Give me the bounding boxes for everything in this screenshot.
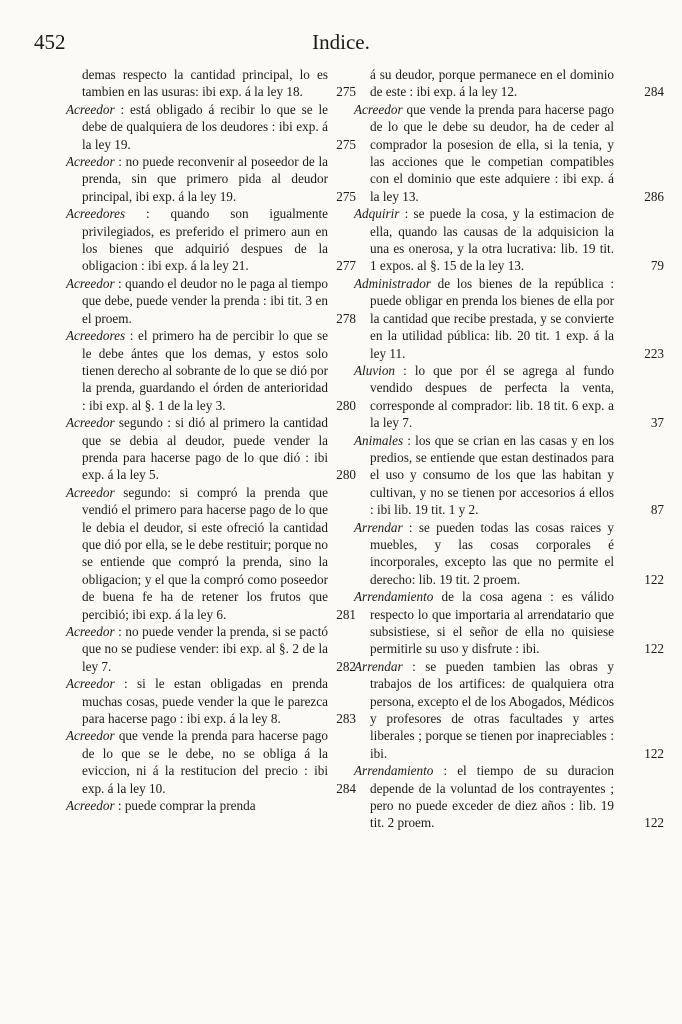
entry-text: segundo: si compró la prenda que vendió el primero para hacerse pago de lo que le debia el deudor, si este ofreció la cantidad que dió por ella, se le debe restituir; porque no se entiende que compró la prenda, sino la obligacion; y el que la compró como poseedor de buena fe ha de retener los frutos que percibió; ibi exp. á la ley 6. xyxy=(82,484,328,622)
page-reference: 275 xyxy=(336,84,356,100)
entry-body xyxy=(66,414,328,484)
entry-headword: Acreedor xyxy=(66,275,115,291)
entry-headword: Acreedor xyxy=(66,415,115,431)
page-reference: 122 xyxy=(644,641,664,657)
entry-text: segundo : si dió al primero la cantidad que se debia al deudor, puede vender la prenda para hacerse pago de lo que dió : ibi exp. á la ley 5. xyxy=(82,415,329,483)
entry-headword: Acreedor xyxy=(354,101,403,117)
index-entry xyxy=(66,101,356,153)
page-number: 452 xyxy=(34,30,66,54)
entry-body xyxy=(66,275,328,327)
entry-text: que vende la prenda para hacerse pago de lo que le debe su deudor, ha de ceder al comprador la posesion de ella, si la tenia, y las acciones que le competian compatibles con el dominio que este adquiere : ibi exp. á la ley 13. xyxy=(370,101,614,204)
entry-text: : el primero ha de percibir lo que se le debe ántes que los demas, y estos solo tienen derecho al sobrante de lo que se dió por la prenda, guardando el órden de anterioridad : ibi exp. al §. 1 de la ley 3. xyxy=(82,328,329,413)
entry-headword: Acreedores xyxy=(66,206,126,222)
entry-text: de los bienes de la república : puede obligar en prenda los bienes de ella por la cantidad que recibe prestada, y se convierte en la utilidad pública: lib. 20 tit. 1 exp. á la ley 11. xyxy=(370,275,615,361)
entry-body xyxy=(354,762,614,832)
entry-text: : el tiempo de su duracion depende de la voluntad de los contrayentes ; pero no puede exceder de diez años : lib. 19 tit. 2 proem. xyxy=(370,763,614,831)
entry-text: : se pueden todas las cosas raices y muebles, y las cosas corporales é incorporales, excepto las que no permite el derecho: lib. 19 tit. 2 proem. xyxy=(370,519,615,587)
page-reference: 280 xyxy=(336,467,356,483)
index-entry xyxy=(354,588,664,658)
entry-body xyxy=(66,153,328,205)
entry-text: : quando el deudor no le paga al tiempo que debe, puede vender la prenda : ibi tit. 3 en el proem. xyxy=(82,275,328,326)
page-reference: 284 xyxy=(644,84,664,100)
entry-text: á su deudor, porque permanece en el dominio de este : ibi exp. á la ley 12. xyxy=(370,67,614,100)
entry-body xyxy=(354,205,614,275)
entry-headword: Acreedor xyxy=(66,728,115,744)
index-entry xyxy=(66,327,356,414)
entry-body xyxy=(66,205,328,275)
entry-headword: Administrador xyxy=(354,275,431,291)
entry-body xyxy=(66,101,328,153)
entry-headword: Adquirir xyxy=(354,206,400,222)
entry-body xyxy=(66,675,328,727)
entry-text: : quando son igualmente privilegiados, es preferido el primero aun en los bienes que adquirió despues de la obligacion : ibi exp. á la ley 21. xyxy=(82,206,329,274)
index-entry xyxy=(66,414,356,484)
page-reference: 286 xyxy=(644,188,664,204)
running-head: Indice. xyxy=(312,30,370,54)
entry-text: : los que se crian en las casas y en los predios, se entiende que estan destinados para el uso y consumo de los que las habitan y cultivan, y no se tienen por accesorios á ellos : ibi lib. 19 tit. 1 y 2. xyxy=(370,432,615,518)
entry-headword: Acreedor xyxy=(66,798,115,814)
entry-body xyxy=(354,66,614,101)
page-reference: 37 xyxy=(650,415,664,431)
entry-headword: Arrendamiento xyxy=(354,589,434,605)
entry-headword: Arrendamiento xyxy=(354,763,434,779)
index-entry xyxy=(354,362,664,432)
page-reference: 87 xyxy=(650,502,664,518)
index-entry xyxy=(354,101,664,205)
page-reference: 122 xyxy=(644,745,664,761)
page-reference: 282 xyxy=(336,658,356,674)
index-entry xyxy=(66,797,328,814)
entry-headword: Acreedor xyxy=(66,624,115,639)
entry-body xyxy=(66,623,328,675)
entry-text: que vende la prenda para hacerse pago de lo que se le debe, no se obliga á la eviccion, ni á la restitucion del precio : ibi exp. á la ley 10. xyxy=(82,728,328,796)
page-reference: 122 xyxy=(644,815,664,831)
entry-text: : puede comprar la prenda xyxy=(117,798,256,814)
index-entry xyxy=(66,675,356,727)
page-reference: 281 xyxy=(336,606,356,622)
index-entry xyxy=(66,275,356,327)
entry-headword: Arrendar xyxy=(354,658,403,674)
index-entry xyxy=(66,727,356,797)
index-entry xyxy=(354,432,664,519)
entry-headword: Acreedor xyxy=(66,154,115,170)
left-column xyxy=(66,66,356,814)
page-reference: 122 xyxy=(644,571,664,587)
index-entry xyxy=(354,205,664,275)
index-entry xyxy=(66,623,356,675)
entry-body xyxy=(354,658,614,762)
index-entry xyxy=(66,484,356,623)
page-reference: 79 xyxy=(650,258,664,274)
entry-body xyxy=(354,519,614,589)
page-reference: 277 xyxy=(336,258,356,274)
index-entry xyxy=(66,153,356,205)
index-entry xyxy=(66,66,356,101)
right-column xyxy=(354,66,664,832)
page-reference: 283 xyxy=(336,711,356,727)
entry-body xyxy=(354,432,614,519)
entry-headword: Animales xyxy=(354,432,404,448)
page-reference: 223 xyxy=(644,345,664,361)
entry-body xyxy=(66,66,328,101)
entry-headword: Acreedores xyxy=(66,328,126,344)
entry-body xyxy=(354,362,614,432)
entry-body xyxy=(66,727,328,797)
index-entry xyxy=(354,519,664,589)
entry-body xyxy=(354,275,614,362)
entry-headword: Aluvion xyxy=(354,362,396,378)
page-reference: 275 xyxy=(336,136,356,152)
page-reference: 278 xyxy=(336,310,356,326)
index-entry xyxy=(354,275,664,362)
entry-body xyxy=(354,588,614,658)
index-entry xyxy=(66,205,356,275)
index-entry xyxy=(354,66,664,101)
entry-body xyxy=(66,484,328,623)
entry-headword: Acreedor xyxy=(66,676,115,692)
page-reference: 275 xyxy=(336,188,356,204)
entry-text: : está obligado á recibir lo que se le debe de qualquiera de los deudores : ibi exp. á la ley 19. xyxy=(82,101,329,152)
entry-text: : se puede la cosa, y la estimacion de ella, quando las causas de la adquisicion la una es onerosa, y la otra lucrativa: lib. 19 tit. 1 expos. al §. 15 de la ley 13. xyxy=(370,206,614,274)
entry-text: : no puede reconvenir al poseedor de la prenda, sin que primero pida al deudor principal, ibi exp. á la ley 19. xyxy=(82,154,328,204)
entry-text: de la cosa agena : es válido respecto lo que importaria al arrendatario que subsistiese, si el señor de ella no quisiese permitirle su uso y disfrute : ibi. xyxy=(370,589,614,657)
entry-text: : se pueden tambien las obras y trabajos de los artifices: de qualquiera otra persona, excepto el de los Abogados, Médicos y profesores de otras facultades y artes liberales ; porque se tienen por inapreciables : ibi. xyxy=(370,658,614,761)
entry-text: : no puede vender la prenda, si se pactó que no se pudiese vender: ibi exp. al §. 2 de la ley 7. xyxy=(82,624,328,674)
entry-text: : si le estan obligadas en prenda muchas cosas, puede vender la que le parezca para hacerse pago : ibi exp. á la ley 8. xyxy=(82,676,328,727)
entry-headword: Acreedor xyxy=(66,101,115,117)
entry-body xyxy=(66,327,328,414)
entry-text: demas respecto la cantidad principal, lo es tambien en las usuras: ibi exp. á la ley 18. xyxy=(82,67,328,100)
index-entry xyxy=(354,762,664,832)
entry-body xyxy=(66,797,328,814)
page-reference: 280 xyxy=(336,397,356,413)
index-entry xyxy=(354,658,664,762)
entry-headword: Arrendar xyxy=(354,519,403,535)
page-reference: 284 xyxy=(336,780,356,796)
entry-body xyxy=(354,101,614,205)
entry-headword: Acreedor xyxy=(66,484,115,500)
entry-text: : lo que por él se agrega al fundo vendido despues de perfecta la venta, corresponde al comprador: lib. 18 tit. 6 exp. a la ley 7. xyxy=(370,362,615,431)
